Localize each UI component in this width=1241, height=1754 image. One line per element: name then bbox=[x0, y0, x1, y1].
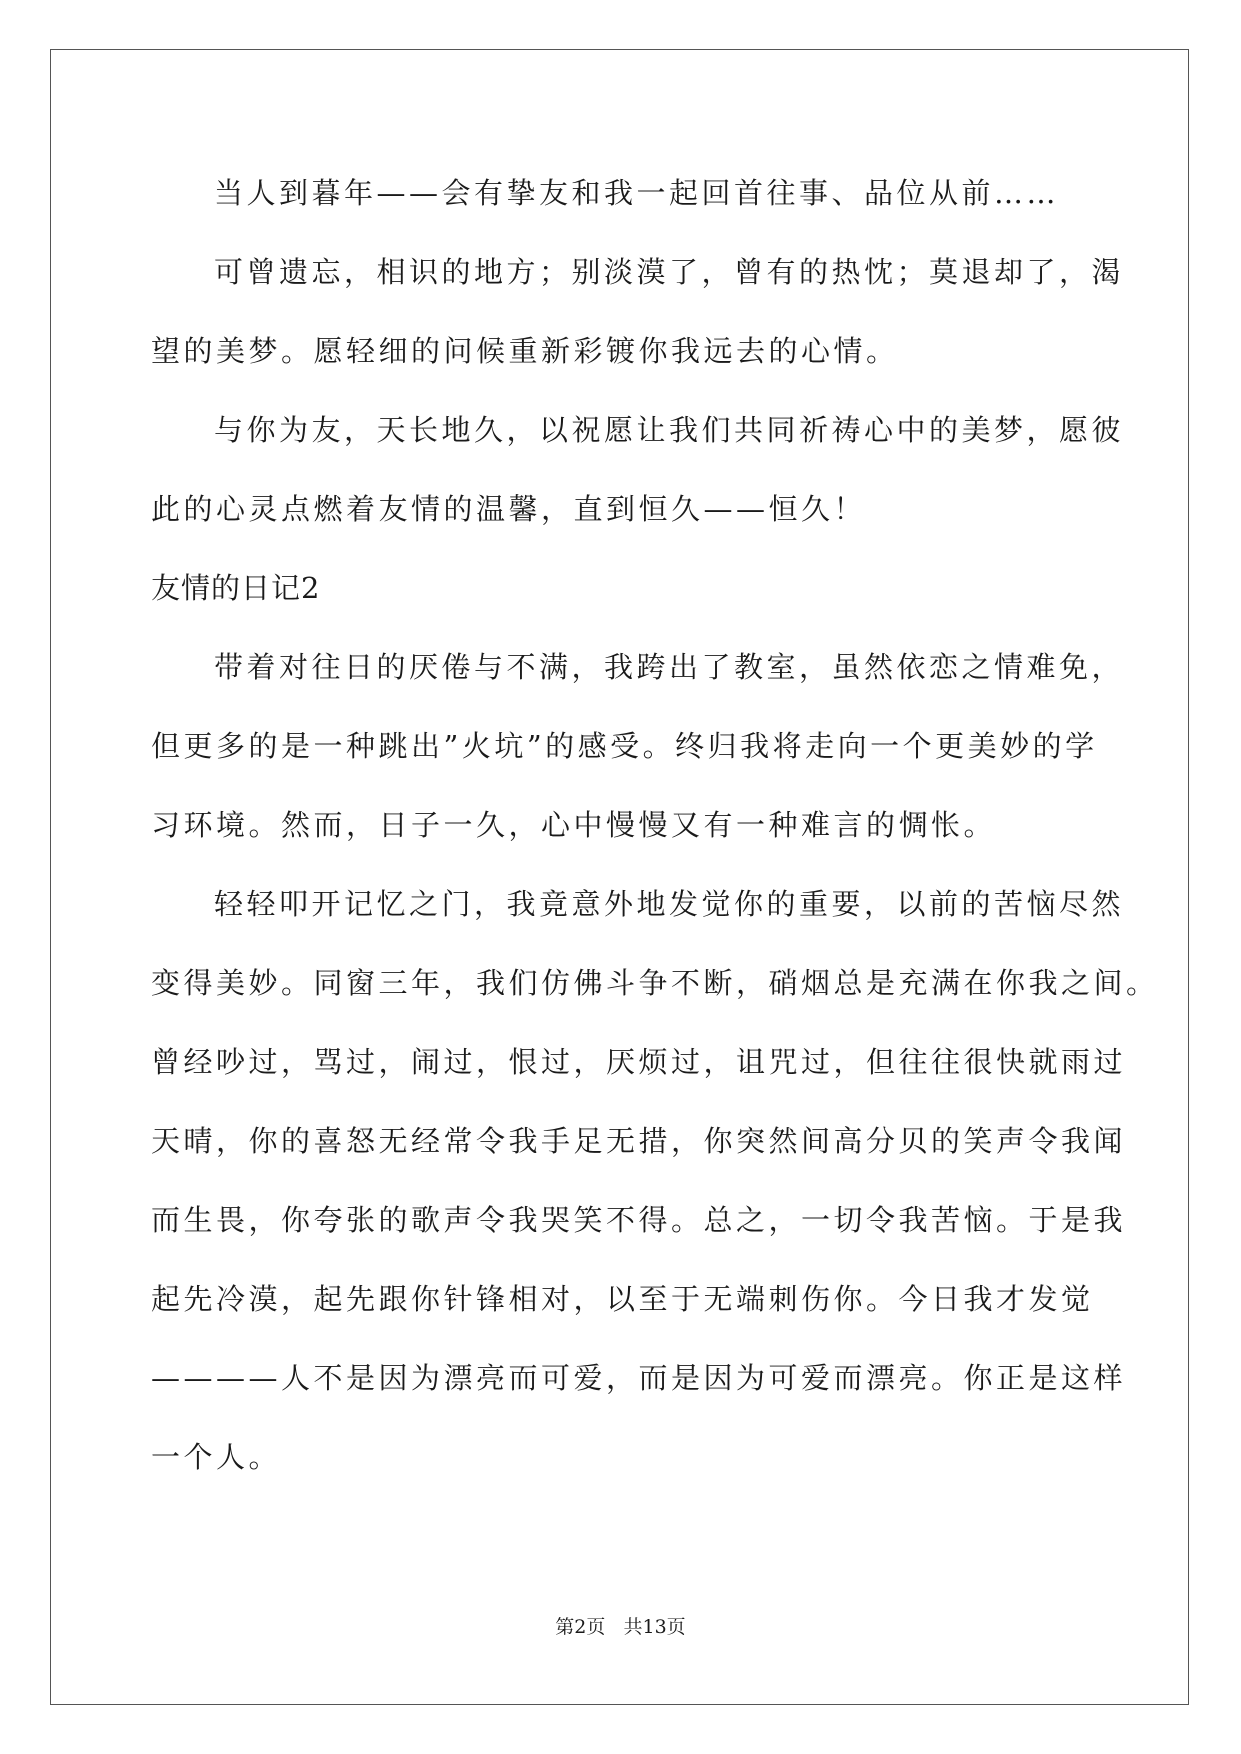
paragraph-line: 天晴，你的喜怒无经常令我手足无措，你突然间高分贝的笑声令我闻 bbox=[151, 1124, 1127, 1158]
paragraph-line: 曾经吵过，骂过，闹过，恨过，厌烦过，诅咒过，但往往很快就雨过 bbox=[151, 1045, 1127, 1079]
paragraph-line: 带着对往日的厌倦与不满，我跨出了教室，虽然依恋之情难免， bbox=[214, 650, 1125, 684]
paragraph-line: 变得美妙。同窗三年，我们仿佛斗争不断，硝烟总是充满在你我之间。 bbox=[151, 966, 1159, 1000]
paragraph-line: 此的心灵点燃着友情的温馨，直到恒久——恒久！ bbox=[151, 492, 867, 526]
section-heading: 友情的日记2 bbox=[151, 571, 321, 605]
paragraph-line: 当人到暮年——会有挚友和我一起回首往事、品位从前…… bbox=[214, 176, 1060, 210]
paragraph-line: 起先冷漠，起先跟你针锋相对，以至于无端刺伤你。今日我才发觉 bbox=[151, 1282, 1094, 1316]
paragraph-line: 而生畏，你夸张的歌声令我哭笑不得。总之，一切令我苦恼。于是我 bbox=[151, 1203, 1127, 1237]
page-number-footer: 第2页 共13页 bbox=[555, 1616, 686, 1638]
paragraph-line: 与你为友，天长地久，以祝愿让我们共同祈祷心中的美梦，愿彼 bbox=[214, 413, 1125, 447]
paragraph-line: 望的美梦。愿轻细的问候重新彩镀你我远去的心情。 bbox=[151, 334, 899, 368]
paragraph-line: 可曾遗忘，相识的地方；别淡漠了，曾有的热忱；莫退却了，渴 bbox=[214, 255, 1125, 289]
paragraph-line: 但更多的是一种跳出”火坑”的感受。终归我将走向一个更美妙的学 bbox=[151, 729, 1098, 763]
paragraph-line: 一个人。 bbox=[151, 1440, 282, 1474]
paragraph-line: 轻轻叩开记忆之门，我竟意外地发觉你的重要，以前的苦恼尽然 bbox=[214, 887, 1125, 921]
paragraph-line: ————人不是因为漂亮而可爱，而是因为可爱而漂亮。你正是这样 bbox=[151, 1361, 1127, 1395]
paragraph-line: 习环境。然而，日子一久，心中慢慢又有一种难言的惆怅。 bbox=[151, 808, 997, 842]
